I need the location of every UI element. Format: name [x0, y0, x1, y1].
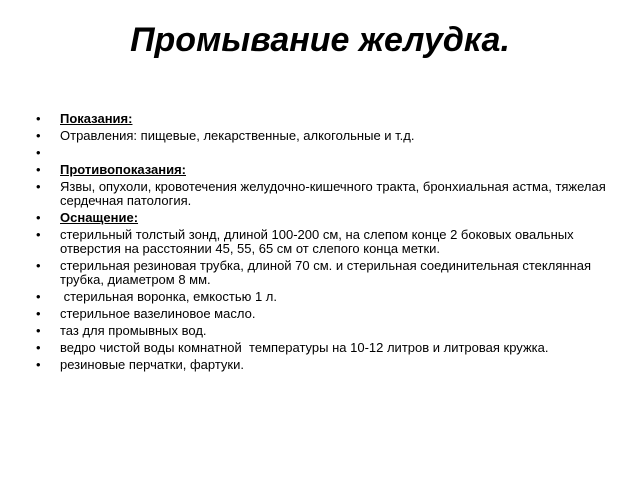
bullet-icon: •: [36, 340, 41, 355]
section-heading-contraindications: Противопоказания:: [60, 162, 186, 177]
list-item: [36, 324, 616, 338]
bullet-icon: •: [36, 227, 41, 242]
list-item-text: стерильный толстый зонд, длиной 100-200 см, на слепом конце 2 боковых овальных отверстия на расстоянии 45, 55, 65 см от слепого конца метки.: [60, 227, 574, 256]
list-item-text: стерильная резиновая трубка, длиной 70 см. и стерильная соединительная стеклянная трубка, диаметром 8 мм.: [60, 258, 591, 287]
bullet-icon: •: [36, 258, 41, 273]
list-item: [36, 358, 616, 372]
list-item: [36, 211, 616, 225]
section-heading-indications: Показания:: [60, 111, 133, 126]
bullet-icon: •: [36, 162, 41, 177]
list-item-text: стерильная воронка, емкостью 1 л.: [60, 289, 277, 304]
list-item-text: Отравления: пищевые, лекарственные, алкогольные и т.д.: [60, 128, 415, 143]
list-item: [36, 290, 616, 304]
bullet-icon: •: [36, 357, 41, 372]
bullet-icon: •: [36, 323, 41, 338]
bullet-icon: •: [36, 306, 41, 321]
list-item-text: таз для промывных вод.: [60, 323, 207, 338]
list-item: [36, 307, 616, 321]
list-item: [36, 146, 616, 160]
list-item: [36, 259, 616, 287]
list-item: [36, 180, 616, 208]
section-heading-equipment: Оснащение:: [60, 210, 139, 225]
bullet-icon: •: [36, 289, 41, 304]
bullet-icon: •: [36, 145, 41, 160]
bullet-icon: •: [36, 210, 41, 225]
bullet-icon: •: [36, 111, 41, 126]
list-item-text: резиновые перчатки, фартуки.: [60, 357, 244, 372]
slide-title: Промывание желудка.: [130, 21, 510, 59]
bullet-list: [36, 112, 616, 375]
list-item-text: Язвы, опухоли, кровотечения желудочно-кишечного тракта, бронхиальная астма, тяжелая сердечная патология.: [60, 179, 606, 208]
list-item: [36, 129, 616, 143]
list-item: [36, 341, 616, 355]
list-item: [36, 228, 616, 256]
list-item-text: ведро чистой воды комнатной температуры на 10-12 литров и литровая кружка.: [60, 340, 549, 355]
list-item: [36, 112, 616, 126]
list-item-text: стерильное вазелиновое масло.: [60, 306, 256, 321]
list-item: [36, 163, 616, 177]
bullet-icon: •: [36, 179, 41, 194]
bullet-icon: •: [36, 128, 41, 143]
